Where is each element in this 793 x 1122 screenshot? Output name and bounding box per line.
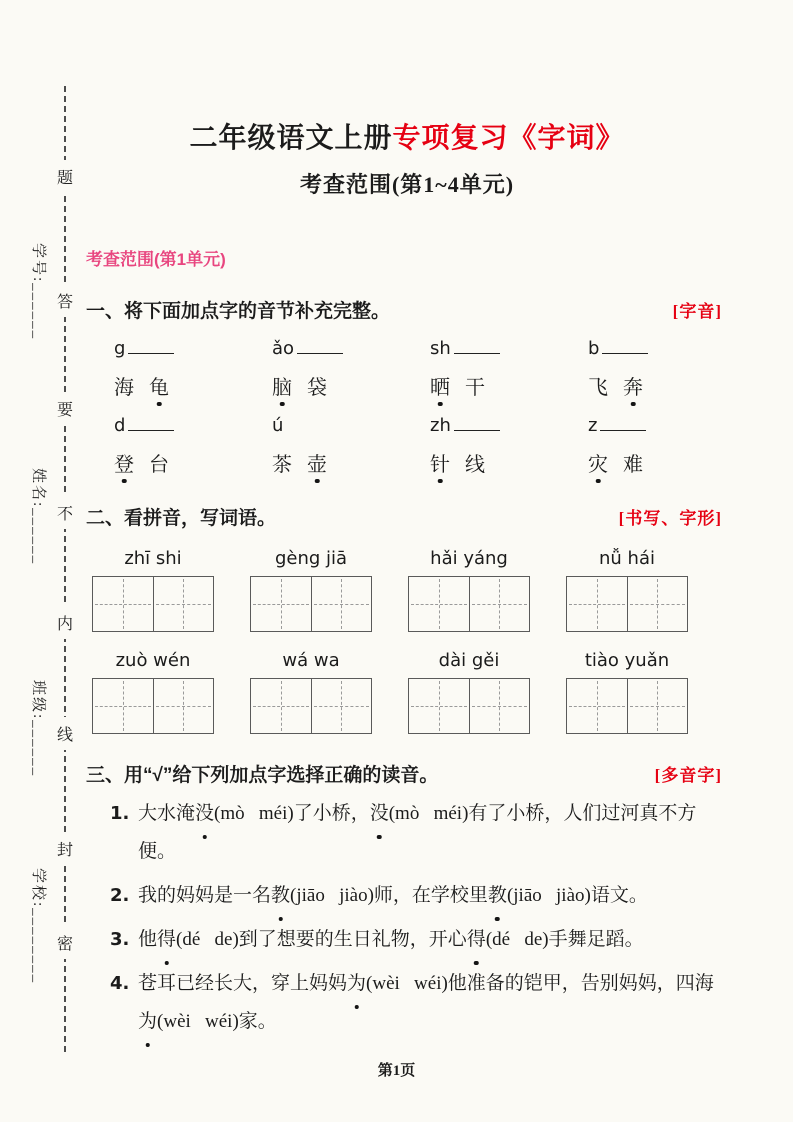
page-title [86,116,728,156]
q2-word-item [250,650,372,734]
writing-grid [92,678,214,734]
dotted-char: 没 [370,795,389,833]
writing-grid [408,678,530,734]
q2-word-item [408,650,530,734]
word-char: 台 [149,454,169,476]
writing-grid [566,576,688,632]
text-segment: 大水淹 [138,803,196,824]
answer-blank [297,339,343,354]
writing-cell [311,679,372,733]
pinyin-label: zhī shi [124,548,182,569]
item-number: 1. [110,803,130,824]
dotted-char: 为 [347,965,366,1003]
pinyin-text: zh [430,415,451,436]
dotted-char: 奔 [623,371,643,400]
pinyin-label: gèng jiā [274,548,348,569]
q2-header [86,503,728,530]
writing-grid [566,678,688,734]
q2-word-item [566,548,688,632]
q3-tag: [多音字] [654,766,722,785]
text-segment: 苍耳已经长大，穿上妈妈 [138,973,348,994]
q2-row-1 [86,548,728,632]
dotted-char: 教 [271,877,290,915]
word-char: 袋 [307,377,327,399]
q2-word-item [92,548,214,632]
writing-cell [251,577,311,631]
text-segment: (wèi wéi)他准备的铠甲，告别妈妈，四海 [366,973,714,994]
dotted-char: 针 [430,448,450,477]
seal-dashed-line [64,86,66,1052]
pinyin-text: ú [272,415,284,436]
pinyin-text: b [588,338,600,359]
q3-title: 三、用“√”给下列加点字选择正确的读音。 [86,765,439,786]
answer-blank [128,416,174,431]
class-field: 班级:______ [30,680,46,778]
text-segment: (dé de)手舞足蹈。 [485,929,644,950]
answer-blank [454,339,500,354]
dotted-char: 壶 [307,448,327,477]
q3-sentence [86,877,728,915]
pinyin-text: g [114,338,126,359]
writing-cell [469,577,530,631]
q1-tag: [字音] [672,302,722,321]
q2-word-item [408,548,530,632]
dotted-char: 灾 [588,448,608,477]
text-segment: (dé de)到了想要的生日礼物，开心 [176,929,467,950]
q1-syllable-item [430,415,588,477]
writing-cell [153,679,214,733]
writing-cell [409,679,469,733]
pinyin-text: ǎo [272,338,295,359]
section-label: 考查范围(第1单元) [86,250,226,269]
sentence-text [138,929,644,950]
seal-char: 要 [56,392,74,425]
word-chars [114,371,272,400]
q2-word-item [92,650,214,734]
writing-cell [93,679,153,733]
seal-char: 答 [56,284,74,317]
pinyin-fragment [588,415,746,439]
writing-grid [250,678,372,734]
word-char: 线 [465,454,485,476]
q3-items [86,795,728,1041]
writing-cell [311,577,372,631]
title-red-part: 专项复习《字词》 [392,123,625,154]
word-char: 海 [114,377,134,399]
writing-cell [567,679,627,733]
q3-sentence [86,965,728,1041]
dotted-char: 没 [195,795,214,833]
q3-header [86,760,728,787]
writing-cell [409,577,469,631]
writing-cell [93,577,153,631]
word-chars [588,448,746,477]
text-segment: 他 [138,929,158,950]
word-char: 干 [465,377,485,399]
pinyin-fragment [272,338,430,362]
text-segment: 我的妈妈是一名 [138,885,272,906]
q2-word-item [566,650,688,734]
answer-blank [454,416,500,431]
q2-title: 二、看拼音，写词语。 [86,508,277,529]
word-char: 难 [623,454,643,476]
q2-word-item [250,548,372,632]
item-number: 2. [110,885,130,906]
pinyin-text: sh [430,338,451,359]
page-number: 第1页 [377,1063,416,1079]
writing-cell [627,679,688,733]
q2-row-2 [86,650,728,734]
answer-blank [128,339,174,354]
seal-char: 内 [56,606,74,639]
seal-char: 题 [56,160,74,193]
q1-row-2 [86,415,728,477]
answer-blank [602,339,648,354]
sentence-text [138,885,648,906]
word-char: 飞 [588,377,608,399]
pinyin-text: z [588,415,598,436]
word-chars [272,448,430,477]
student-id-field: 学号:______ [30,243,46,341]
school-field: 学校:________ [30,868,46,985]
title-black-part: 二年级语文上册 [189,123,393,154]
q1-header [86,296,728,323]
sentence-text [138,803,696,862]
pinyin-label: wá wa [282,650,340,671]
text-segment: (mò méi)了小桥， [214,803,370,824]
pinyin-label: hǎi yáng [430,548,508,569]
seal-char: 线 [56,717,74,750]
text-segment: (jiāo jiào)语文。 [506,885,648,906]
item-number: 3. [110,929,130,950]
q3-sentence [86,921,728,959]
pinyin-text: d [114,415,126,436]
q1-syllable-item [430,338,588,400]
writing-grid [92,576,214,632]
q1-syllable-item [114,338,272,400]
q1-syllable-item [272,338,430,400]
pinyin-label: dài gěi [438,650,500,671]
pinyin-fragment [430,338,588,362]
word-char: 茶 [272,454,292,476]
q1-title: 一、将下面加点字的音节补充完整。 [86,301,391,322]
q2-tag: [书写、字形] [618,509,722,528]
writing-grid [408,576,530,632]
sentence-text [138,973,714,1032]
worksheet-content [86,116,728,1041]
pinyin-label: nǚ hái [599,548,655,569]
q1-syllable-item [272,415,430,477]
pinyin-fragment [114,415,272,439]
text-segment: (wèi wéi)家。 [157,1011,277,1032]
dotted-char: 脑 [272,371,292,400]
dotted-char: 登 [114,448,134,477]
seal-char: 封 [56,832,74,865]
answer-blank [600,416,646,431]
pinyin-label: zuò wén [115,650,191,671]
word-chars [588,371,746,400]
dotted-char: 得 [157,921,176,959]
word-chars [114,448,272,477]
dotted-char: 晒 [430,371,450,400]
dotted-char: 为 [138,1003,157,1041]
writing-cell [153,577,214,631]
word-chars [430,371,588,400]
pinyin-fragment [430,415,588,439]
writing-cell [251,679,311,733]
word-chars [430,448,588,477]
writing-cell [469,679,530,733]
writing-grid [250,576,372,632]
q1-row-1 [86,338,728,400]
seal-char: 不 [56,496,74,529]
dotted-char: 龟 [149,371,169,400]
pinyin-fragment [588,338,746,362]
q1-syllable-item [114,415,272,477]
writing-cell [627,577,688,631]
dotted-char: 得 [467,921,486,959]
pinyin-fragment [114,338,272,362]
pinyin-fragment [272,415,430,439]
subtitle: 考查范围(第1~4单元) [299,172,515,197]
item-number: 4. [110,973,130,994]
text-segment: (jiāo jiào)师，在学校里 [290,885,488,906]
q1-syllable-item [588,338,746,400]
name-field: 姓名:______ [30,468,46,566]
dotted-char: 教 [488,877,507,915]
word-chars [272,371,430,400]
pinyin-label: tiào yuǎn [584,650,670,671]
text-segment: (mò méi)有了小桥，人们过河真不方便。 [138,803,697,862]
seal-char: 密 [56,926,74,959]
q1-syllable-item [588,415,746,477]
q3-sentence [86,795,728,871]
writing-cell [567,577,627,631]
